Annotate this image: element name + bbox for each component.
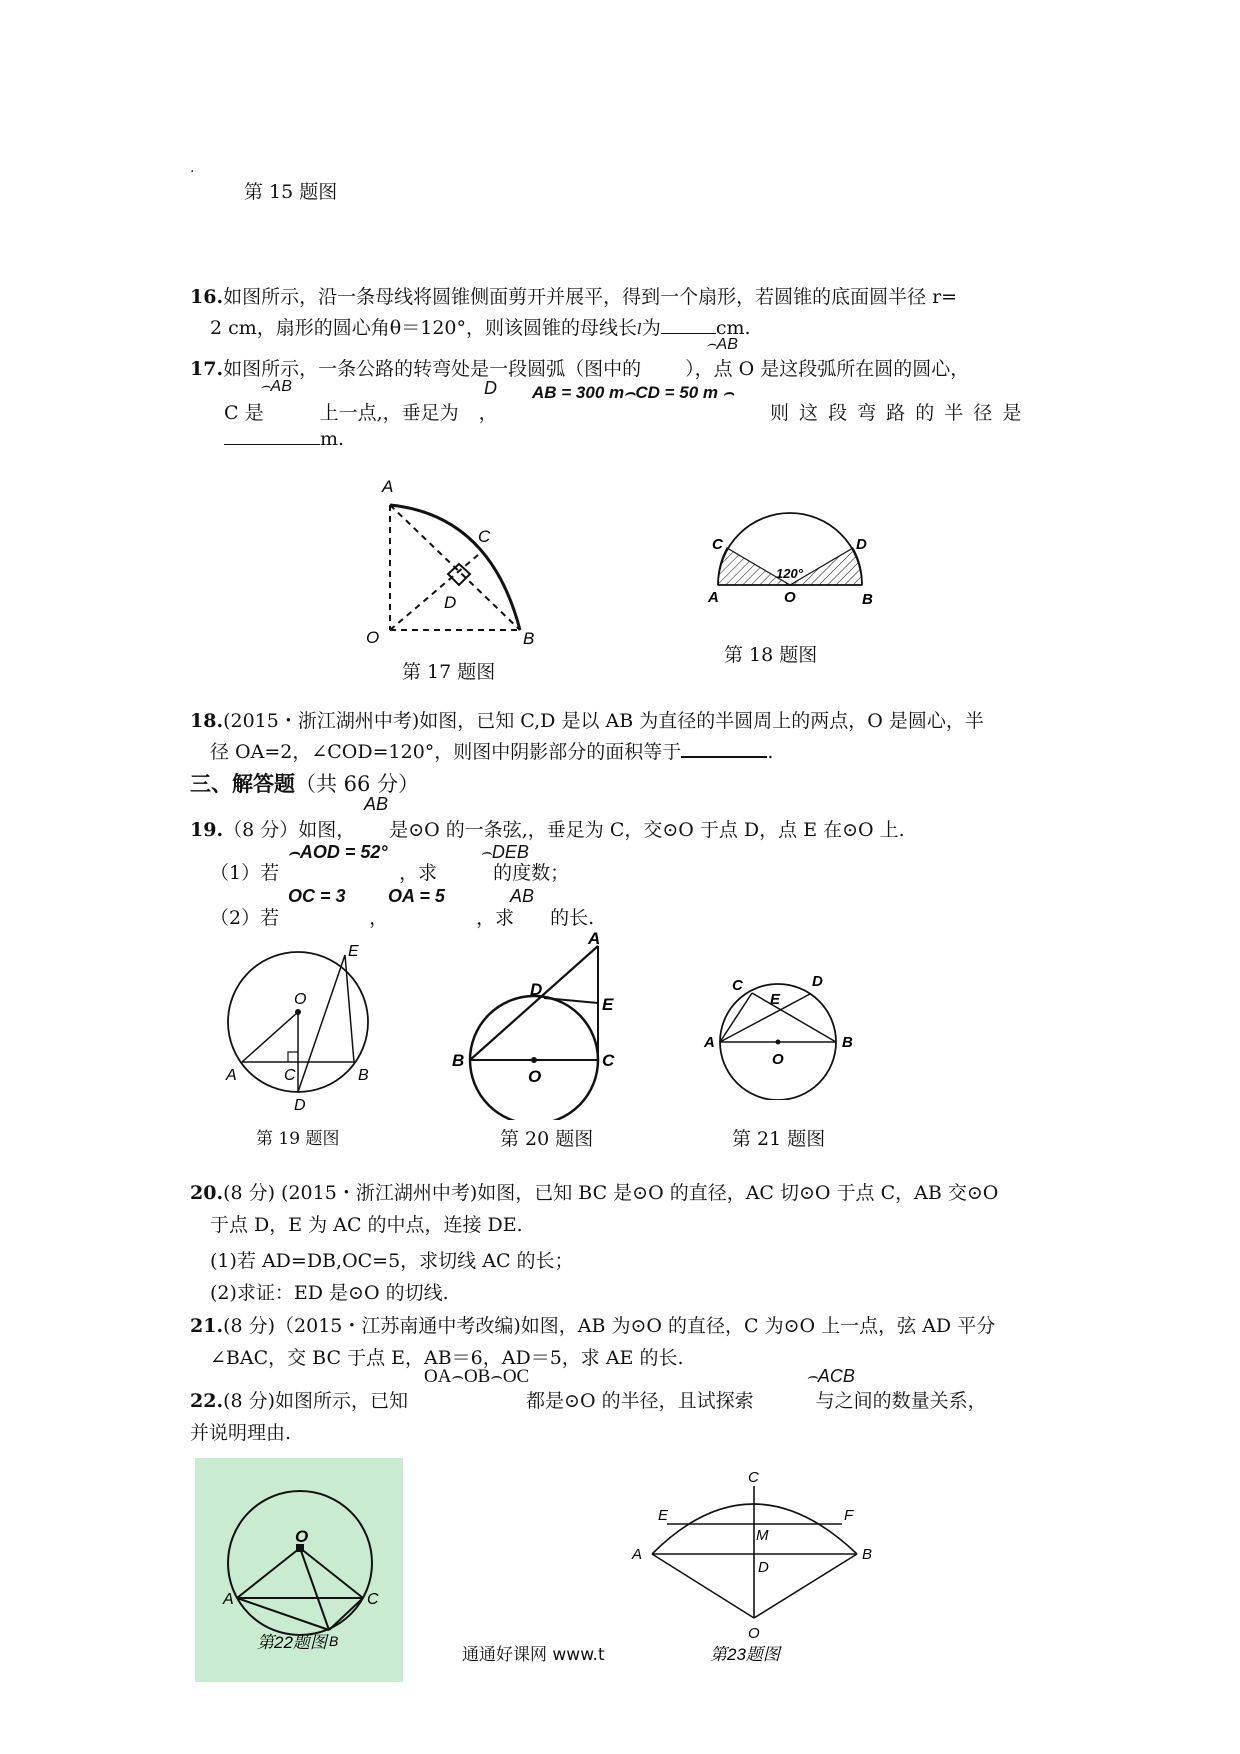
q19-p2-c: ，求 <box>476 907 515 929</box>
q19-p1-a: （1）若 <box>210 862 280 884</box>
figure-18 <box>700 500 880 610</box>
q18-answer-blank <box>681 756 767 758</box>
q16-wei: 为 <box>641 317 661 339</box>
fig22-label-b: B <box>329 1633 339 1649</box>
fig21-label-e: E <box>770 991 781 1008</box>
fig18-angle-label: 120° <box>776 566 803 581</box>
fig21-label-d: D <box>812 973 823 990</box>
fig17-label-c: C <box>478 527 491 546</box>
fig21-label-o: O <box>772 1051 784 1068</box>
fig20-label-d: D <box>530 980 543 999</box>
fig22-label-c: C <box>367 1591 379 1608</box>
q19-p2-a: （2）若 <box>210 907 280 929</box>
q19-p2-oc: OC = 3 <box>288 886 346 906</box>
fig17-caption: 第 17 题图 <box>402 661 496 683</box>
fig23-label-e: E <box>658 1507 669 1524</box>
q18-number: 18. <box>190 710 224 732</box>
center-dot <box>295 1009 301 1015</box>
fig21-label-b: B <box>842 1034 853 1051</box>
fig17-label-o: O <box>366 628 380 647</box>
fig23-label-a: A <box>632 1546 643 1563</box>
circle-o <box>228 1491 372 1635</box>
segment-de <box>298 955 345 1092</box>
q19-number: 19. <box>190 819 224 841</box>
fig17-label-d: D <box>444 593 457 612</box>
fig20-label-b: B <box>452 1051 465 1070</box>
q17-line2-c: ， <box>478 402 498 424</box>
fig23-label-m: M <box>756 1527 769 1544</box>
q17-equation: AB = 300 m⌢CD = 50 m ⌢ <box>532 383 734 402</box>
fig19-label-c: C <box>284 1067 296 1084</box>
q17-line1-b: ），点 O 是这段弧所在圆的圆心， <box>685 358 970 380</box>
figure-21 <box>700 960 870 1100</box>
figure-19 <box>220 940 380 1120</box>
fig17-label-b: B <box>523 629 535 648</box>
fig18-label-o: O <box>784 589 796 606</box>
fig22-label-a: A <box>223 1591 234 1608</box>
fig23-label-b: B <box>862 1546 873 1563</box>
q19-p2-d: 的长. <box>550 907 595 929</box>
chord-ab <box>237 1598 329 1630</box>
fig23-label-f: F <box>844 1507 854 1524</box>
q19-p2-b: ， <box>369 907 389 929</box>
q17-line2-d: 则 这 段 弯 路 的 半 径 是 <box>770 402 1024 424</box>
q22-arc-acb: ⌢ACB <box>806 1366 855 1386</box>
q20-part1: (1)若 AD=DB,OC=5，求切线 AC 的长； <box>210 1250 574 1272</box>
q22-line1-c: 与之间的数量关系， <box>815 1390 987 1412</box>
radius-oa <box>652 1554 754 1618</box>
q16-line2: 2 cm，扇形的圆心角θ＝120°，则该圆锥的母线长 <box>210 317 637 339</box>
q17-line2-a: C 是 <box>224 402 264 424</box>
stray-dot: . <box>190 160 195 176</box>
q17-d-label: D <box>484 378 497 398</box>
fig20-label-e: E <box>602 995 614 1014</box>
q19-line1-a: （8 分）如图， <box>223 819 356 841</box>
segment-oa <box>242 1012 298 1062</box>
fig23-caption: 第23题图 <box>710 1645 780 1664</box>
q19-p2-ab: AB <box>510 886 535 906</box>
fig18-caption: 第 18 题图 <box>724 644 818 666</box>
q19-line1-b: 是⊙O 的一条弦,，垂足为 C，交⊙O 于点 D，点 E 在⊙O 上. <box>389 819 905 841</box>
fig21-label-a: A <box>704 1034 715 1051</box>
fig19-label-b: B <box>358 1067 369 1084</box>
radius-oa <box>237 1548 300 1598</box>
figure-20 <box>450 930 630 1120</box>
q16-unit: cm. <box>715 317 751 339</box>
fig18-label-b: B <box>862 591 873 608</box>
q22-line1-b: 都是⊙O 的半径，且试探索 <box>526 1390 754 1412</box>
q21-line2: ∠BAC，交 BC 于点 E，AB＝6，AD＝5，求 AE 的长. <box>210 1347 684 1369</box>
q17-line1: 如图所示，一条公路的转弯处是一段圆弧（图中的 <box>223 358 642 380</box>
q21-line1: (8 分)（2015・江苏南通中考改编)如图，AB 为⊙O 的直径，C 为⊙O 上一点，弦 AD 平分 <box>223 1315 996 1337</box>
figure-17 <box>360 470 550 650</box>
fig15-caption: 第 15 题图 <box>244 181 338 203</box>
q17-unit: m. <box>320 428 345 450</box>
fig20-caption: 第 20 题图 <box>500 1128 594 1150</box>
fig21-caption: 第 21 题图 <box>732 1128 826 1150</box>
fig18-label-c: C <box>712 536 723 553</box>
q22-line1-a: (8 分)如图所示，已知 <box>223 1390 409 1412</box>
q17-answer-blank <box>224 444 320 445</box>
figure-22 <box>195 1458 403 1682</box>
q19-p1-b: ，求 <box>399 862 438 884</box>
fig20-label-o: O <box>528 1067 542 1086</box>
right-angle-mark <box>288 1052 298 1062</box>
segment-ab <box>470 946 598 1060</box>
q16-line1: 如图所示，沿一条母线将圆锥侧面剪开并展平，得到一个扇形，若圆锥的底面圆半径 r= <box>223 286 958 308</box>
fig19-caption: 第 19 题图 <box>256 1129 340 1149</box>
q19-p2-oa: OA = 5 <box>388 886 445 906</box>
segment-eb <box>345 955 354 1062</box>
q18-end: . <box>767 741 774 763</box>
fig20-label-c: C <box>602 1051 615 1070</box>
fig19-label-a: A <box>226 1067 237 1084</box>
q19-p1-deb: ⌢DEB <box>480 842 529 862</box>
q16-number: 16. <box>190 286 224 308</box>
fig23-label-o: O <box>748 1625 760 1642</box>
figure-23 <box>622 1468 882 1678</box>
fig22-caption: 第22题图 <box>257 1633 327 1652</box>
fig23-label-c: C <box>748 1469 759 1486</box>
q22-radii: OA⌢OB⌢OC <box>424 1366 530 1387</box>
q17-line2-b: 上一点,，垂足为 <box>319 402 459 424</box>
fig17-label-a: A <box>382 477 394 496</box>
q19-p1-c: 的度数； <box>493 862 570 884</box>
right-angle-mark <box>448 564 470 585</box>
fig18-label-a: A <box>708 589 719 606</box>
fig22-label-o: O <box>295 1527 309 1546</box>
q17-arc-ab-2: ⌢AB <box>260 378 292 395</box>
fig19-label-e: E <box>348 943 359 960</box>
watermark: 通通好课网 www.t <box>462 1645 605 1665</box>
fig21-label-c: C <box>732 977 743 994</box>
q18-line2: 径 OA=2，∠COD=120°，则图中阴影部分的面积等于 <box>210 741 682 763</box>
segment-oc <box>390 555 478 630</box>
q22-number: 22. <box>190 1390 224 1412</box>
center-dot <box>531 1057 537 1063</box>
figure-22-panel <box>195 1458 403 1682</box>
section3-title: 三、解答题 <box>190 771 295 796</box>
chord-cb <box>329 1598 363 1630</box>
q19-ab-top: AB <box>364 794 389 814</box>
fig20-label-a: A <box>588 930 601 948</box>
fig18-label-d: D <box>856 536 867 553</box>
q20-line1: (8 分) (2015・浙江湖州中考)如图，已知 BC 是⊙O 的直径，AC 切⊙O 于点 C，AB 交⊙O <box>223 1182 999 1204</box>
section3-score: （共 66 分） <box>295 772 420 796</box>
radius-ob <box>754 1554 857 1618</box>
q21-number: 21. <box>190 1315 224 1337</box>
fig19-label-o: O <box>294 991 307 1008</box>
q16-answer-blank <box>661 333 716 334</box>
center-dot <box>776 1040 781 1045</box>
segment-de <box>544 998 598 1003</box>
q17-number: 17. <box>190 358 224 380</box>
q17-arc-ab-1: ⌢AB <box>706 336 738 353</box>
q19-p1-equation: ⌢AOD = 52° <box>288 842 388 862</box>
q20-line2: 于点 D，E 为 AC 的中点，连接 DE. <box>210 1214 523 1236</box>
q16-l-symbol: l <box>637 320 642 338</box>
q20-number: 20. <box>190 1182 224 1204</box>
q20-part2: (2)求证：ED 是⊙O 的切线. <box>210 1282 449 1304</box>
q18-line1: (2015・浙江湖州中考)如图，已知 C,D 是以 AB 为直径的半圆周上的两点，O 是圆心，半 <box>223 710 984 732</box>
fig23-label-d: D <box>758 1559 769 1576</box>
fig19-label-d: D <box>294 1097 306 1114</box>
q22-line2: 并说明理由. <box>190 1422 292 1444</box>
